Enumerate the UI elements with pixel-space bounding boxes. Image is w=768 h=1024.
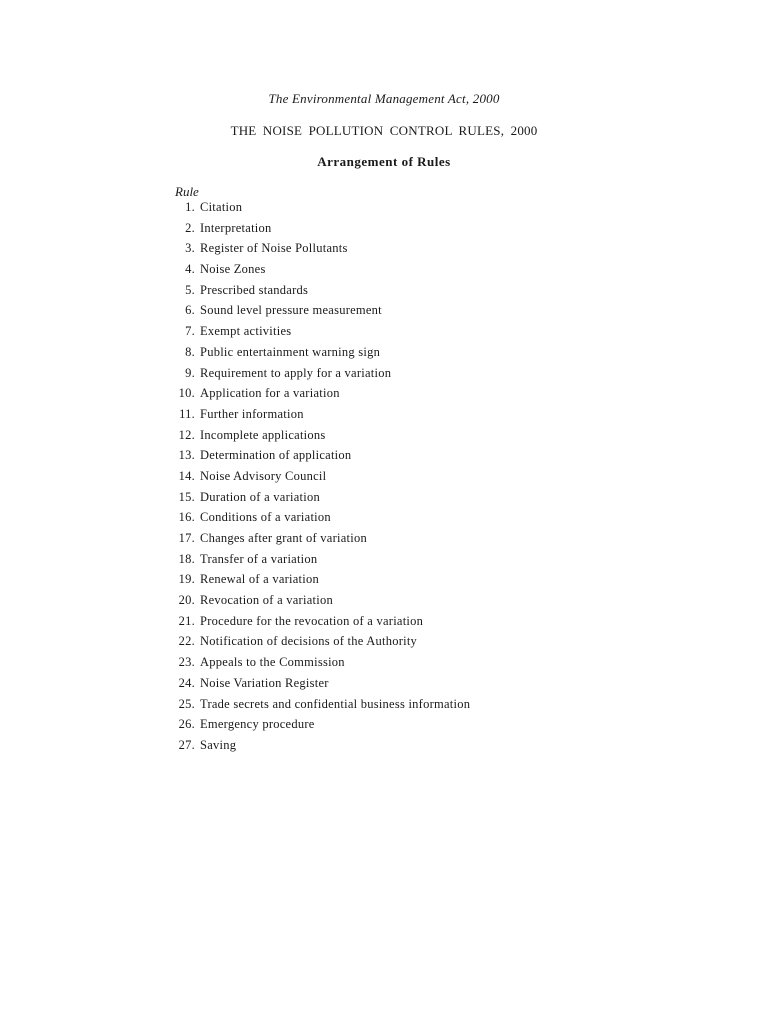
rules-list xyxy=(160,199,470,758)
rule-title: Procedure for the revocation of a variation xyxy=(200,613,424,628)
rule-item xyxy=(160,344,470,365)
rule-title: Determination of application xyxy=(200,448,352,463)
rule-number: 4. xyxy=(185,262,195,277)
rule-title: Changes after grant of variation xyxy=(200,531,367,545)
rule-number: 12. xyxy=(178,427,195,442)
rule-number: 3. xyxy=(185,241,195,256)
rule-title: Prescribed standards xyxy=(200,282,309,297)
rule-title: Duration of a variation xyxy=(200,489,320,504)
rule-item xyxy=(160,302,470,323)
rule-item xyxy=(160,509,470,530)
rule-number: 22. xyxy=(178,634,195,649)
rule-number: 8. xyxy=(185,344,195,359)
rule-item xyxy=(160,737,470,758)
rule-number: 9. xyxy=(185,365,195,380)
rule-title: Noise Zones xyxy=(200,262,266,277)
rule-title: Notification of decisions of the Authority xyxy=(200,634,418,649)
rule-title: Transfer of a variation xyxy=(200,551,318,566)
rule-title: Application for a variation xyxy=(200,386,340,401)
rule-number: 20. xyxy=(178,593,195,608)
rule-item xyxy=(160,654,470,675)
rule-number: 17. xyxy=(178,531,195,545)
rule-title: Sound level pressure measurement xyxy=(200,303,382,318)
rules-title: THE NOISE POLLUTION CONTROL RULES, 2000 xyxy=(230,123,538,138)
rule-item xyxy=(160,696,470,717)
rule-item xyxy=(160,447,470,468)
rule-title: Appeals to the Commission xyxy=(200,655,345,670)
rule-number: 6. xyxy=(185,303,195,318)
rule-number: 23. xyxy=(178,655,195,670)
rule-number: 11. xyxy=(179,406,195,421)
rule-number: 2. xyxy=(185,220,195,235)
rule-item xyxy=(160,240,470,261)
rule-number: 15. xyxy=(178,489,195,504)
rule-number: 10. xyxy=(178,386,195,401)
rule-title: Trade secrets and confidential business information xyxy=(200,696,471,711)
rule-item xyxy=(160,406,470,427)
rule-title: Saving xyxy=(200,737,237,752)
rule-title: Public entertainment warning sign xyxy=(200,344,381,359)
rule-item xyxy=(160,220,470,241)
rule-item xyxy=(160,261,470,282)
rule-number: 13. xyxy=(178,448,195,463)
rule-item xyxy=(160,323,470,344)
rule-item xyxy=(160,489,470,510)
rule-item xyxy=(160,427,470,448)
rule-column-heading: Rule xyxy=(175,184,199,199)
rule-number: 21. xyxy=(178,613,195,628)
rule-number: 26. xyxy=(178,717,195,732)
rule-title: Requirement to apply for a variation xyxy=(200,365,392,380)
rule-title: Exempt activities xyxy=(200,324,292,339)
rule-item xyxy=(160,592,470,613)
rule-item xyxy=(160,282,470,303)
rule-number: 1. xyxy=(185,200,195,214)
rule-number: 25. xyxy=(178,696,195,711)
act-title: The Environmental Management Act, 2000 xyxy=(268,91,500,106)
rule-title: Citation xyxy=(200,200,243,214)
rule-item xyxy=(160,385,470,406)
rule-title: Incomplete applications xyxy=(200,427,326,442)
rule-title: Revocation of a variation xyxy=(200,593,333,608)
rule-title: Emergency procedure xyxy=(200,717,315,732)
rule-item xyxy=(160,530,470,551)
arrangement-heading: Arrangement of Rules xyxy=(317,154,451,169)
rule-item xyxy=(160,675,470,696)
rule-number: 14. xyxy=(178,468,195,483)
rule-item xyxy=(160,551,470,572)
rule-title: Interpretation xyxy=(200,220,272,235)
rule-title: Noise Variation Register xyxy=(200,675,329,690)
rule-number: 24. xyxy=(178,675,195,690)
rule-item xyxy=(160,716,470,737)
rule-number: 18. xyxy=(178,551,195,566)
rule-item xyxy=(160,365,470,386)
rule-item xyxy=(160,199,470,220)
rule-number: 16. xyxy=(178,510,195,525)
rule-title: Register of Noise Pollutants xyxy=(200,241,348,256)
rule-item xyxy=(160,633,470,654)
rule-number: 5. xyxy=(185,282,195,297)
rule-item xyxy=(160,468,470,489)
rule-item xyxy=(160,571,470,592)
rule-title: Noise Advisory Council xyxy=(200,468,327,483)
rule-title: Further information xyxy=(200,406,304,421)
rule-title: Conditions of a variation xyxy=(200,510,331,525)
rule-number: 27. xyxy=(178,737,195,752)
rule-number: 7. xyxy=(185,324,195,339)
rule-title: Renewal of a variation xyxy=(200,572,319,587)
rule-number: 19. xyxy=(178,572,195,587)
rule-item xyxy=(160,613,470,634)
